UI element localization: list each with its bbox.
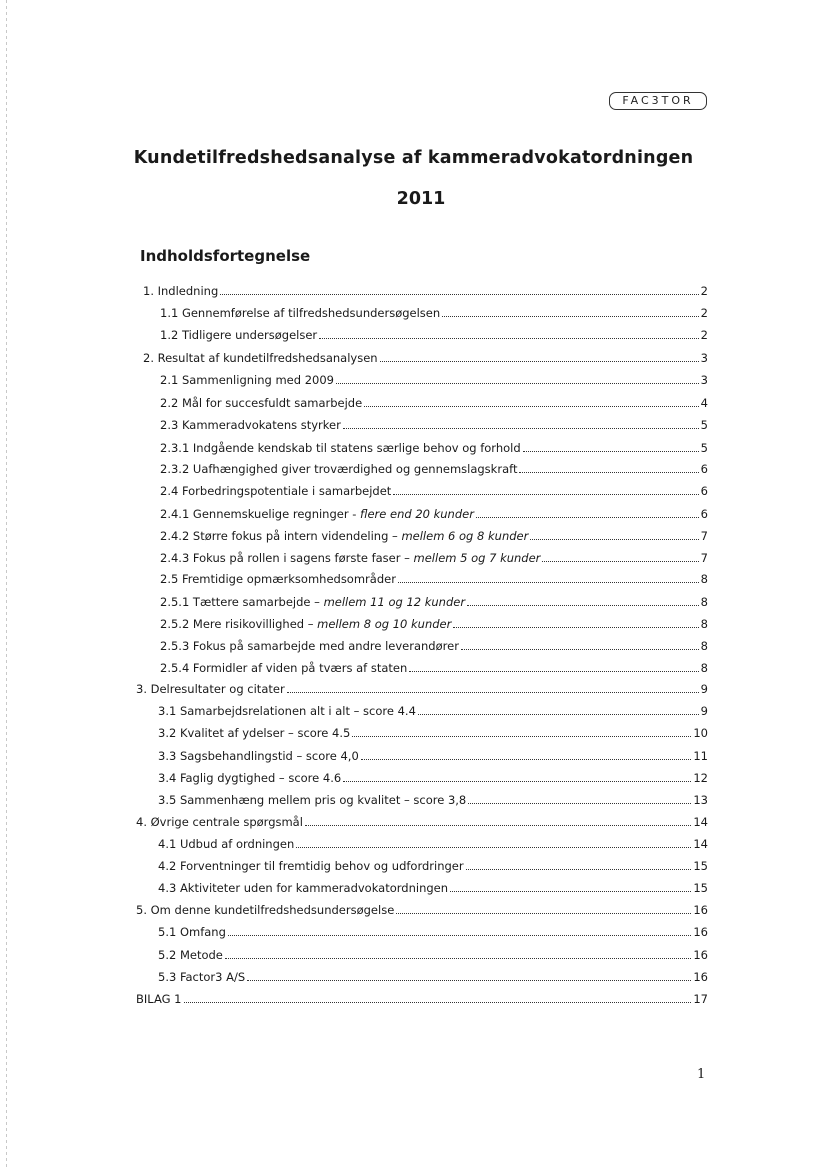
toc-entry-label: 4.3 Aktiviteter uden for kammeradvokatordningen bbox=[158, 881, 449, 895]
toc-entry-label: 2.3 Kammeradvokatens styrker bbox=[160, 418, 341, 432]
toc-leader-dots bbox=[442, 305, 699, 317]
toc-entry-label: 4.1 Udbud af ordningen bbox=[158, 837, 295, 851]
toc-entry-label: 5.1 Omfang bbox=[158, 925, 226, 939]
toc-entry-label: 3.1 Samarbejdsrelationen alt i alt – score 4.4 bbox=[158, 704, 416, 718]
toc-leader-dots bbox=[461, 638, 699, 650]
toc-leader-dots bbox=[398, 571, 699, 583]
factor3-logo: FAC3TOR bbox=[609, 92, 707, 110]
toc-leader-dots bbox=[305, 814, 691, 826]
toc-entry-page: 10 bbox=[693, 726, 708, 740]
toc-leader-dots bbox=[450, 880, 691, 892]
toc-entry-label: 2.4.1 Gennemskuelige regninger - flere end 20 kunder bbox=[160, 507, 474, 521]
toc-entry-page: 12 bbox=[693, 771, 708, 785]
toc-leader-dots bbox=[343, 770, 691, 782]
toc-entry[interactable] bbox=[158, 792, 708, 808]
toc-entry[interactable] bbox=[158, 836, 708, 852]
toc-entry[interactable] bbox=[160, 327, 708, 343]
toc-entry[interactable] bbox=[160, 483, 708, 499]
toc-entry-label: 3.2 Kvalitet af ydelser – score 4.5 bbox=[158, 726, 351, 740]
toc-leader-dots bbox=[296, 836, 691, 848]
toc-entry-label: 5.3 Factor3 A/S bbox=[158, 970, 246, 984]
toc-entry[interactable] bbox=[160, 395, 708, 411]
toc-entry[interactable] bbox=[158, 858, 708, 874]
toc-entry-page: 8 bbox=[700, 639, 708, 653]
toc-entry-label: 2.1 Sammenligning med 2009 bbox=[160, 373, 334, 387]
toc-entry[interactable] bbox=[143, 283, 708, 299]
toc-entry-page: 8 bbox=[700, 661, 708, 675]
toc-entry-page: 4 bbox=[700, 396, 708, 410]
toc-entry-label: 5.2 Metode bbox=[158, 948, 223, 962]
toc-entry-page: 16 bbox=[693, 948, 708, 962]
toc-leader-dots bbox=[247, 969, 691, 981]
toc-entry-page: 8 bbox=[700, 572, 708, 586]
toc-leader-dots bbox=[319, 327, 699, 339]
toc-entry-page: 13 bbox=[693, 793, 708, 807]
toc-leader-dots bbox=[519, 461, 698, 473]
toc-entry[interactable] bbox=[158, 770, 708, 786]
toc-entry-page: 8 bbox=[700, 617, 708, 631]
toc-entry-label: 2.3.2 Uafhængighed giver troværdighed og gennemslagskraft bbox=[160, 462, 518, 476]
toc-leader-dots bbox=[396, 902, 691, 914]
toc-entry-page: 6 bbox=[700, 507, 708, 521]
toc-entry-label: 2.4.2 Større fokus på intern videndeling – mellem 6 og 8 kunder bbox=[160, 529, 529, 543]
toc-entry-page: 9 bbox=[700, 704, 708, 718]
toc-entry-page: 2 bbox=[700, 306, 708, 320]
toc-entry[interactable] bbox=[160, 506, 708, 522]
toc-leader-dots bbox=[466, 858, 692, 870]
toc-entry[interactable] bbox=[136, 814, 708, 830]
toc-entry-page: 15 bbox=[693, 881, 708, 895]
toc-entry-page: 16 bbox=[693, 903, 708, 917]
toc-entry-label: 2.2 Mål for succesfuldt samarbejde bbox=[160, 396, 363, 410]
toc-entry-label: 5. Om denne kundetilfredshedsundersøgelse bbox=[136, 903, 395, 917]
toc-leader-dots bbox=[523, 440, 699, 452]
toc-entry-label: BILAG 1 bbox=[136, 992, 182, 1006]
toc-leader-dots bbox=[476, 506, 699, 518]
toc-entry[interactable] bbox=[158, 748, 708, 764]
toc-leader-dots bbox=[380, 350, 699, 362]
toc-leader-dots bbox=[225, 947, 691, 959]
toc-heading: Indholdsfortegnelse bbox=[140, 247, 311, 265]
page-number: 1 bbox=[697, 1067, 706, 1082]
toc-leader-dots bbox=[336, 372, 699, 384]
toc-entry-label: 3.5 Sammenhæng mellem pris og kvalitet – score 3,8 bbox=[158, 793, 467, 807]
toc-entry-label: 3.3 Sagsbehandlingstid – score 4,0 bbox=[158, 749, 359, 763]
toc-leader-dots bbox=[343, 417, 699, 429]
toc-entry-label: 2.5.2 Mere risikovillighed – mellem 8 og 10 kunder bbox=[160, 617, 452, 631]
toc-entry-label: 2.4 Forbedringspotentiale i samarbejdet bbox=[160, 484, 392, 498]
toc-entry[interactable] bbox=[160, 550, 708, 566]
toc-entry-label: 1.2 Tidligere undersøgelser bbox=[160, 328, 318, 342]
toc-entry[interactable] bbox=[158, 703, 708, 719]
toc-entry-page: 6 bbox=[700, 484, 708, 498]
toc-leader-dots bbox=[393, 483, 698, 495]
toc-leader-dots bbox=[228, 924, 691, 936]
toc-leader-dots bbox=[530, 528, 698, 540]
toc-entry-label: 1.1 Gennemførelse af tilfredshedsundersøgelsen bbox=[160, 306, 441, 320]
toc-leader-dots bbox=[467, 594, 699, 606]
toc-leader-dots bbox=[409, 660, 698, 672]
toc-entry-page: 15 bbox=[693, 859, 708, 873]
toc-entry[interactable] bbox=[160, 305, 708, 321]
toc-entry-page: 8 bbox=[700, 595, 708, 609]
toc-entry-page: 14 bbox=[693, 837, 708, 851]
toc-entry[interactable] bbox=[158, 725, 708, 741]
toc-entry[interactable] bbox=[158, 880, 708, 896]
toc-entry-page: 5 bbox=[700, 441, 708, 455]
toc-leader-dots bbox=[418, 703, 699, 715]
toc-entry-page: 3 bbox=[700, 351, 708, 365]
toc-entry-label: 2.3.1 Indgående kendskab til statens særlige behov og forhold bbox=[160, 441, 521, 455]
toc-entry[interactable] bbox=[160, 594, 708, 610]
toc-entry-page: 2 bbox=[700, 284, 708, 298]
toc-leader-dots bbox=[453, 616, 698, 628]
toc-leader-dots bbox=[184, 991, 692, 1003]
toc-entry-page: 9 bbox=[700, 682, 708, 696]
toc-leader-dots bbox=[352, 725, 691, 737]
toc-entry-page: 11 bbox=[693, 749, 708, 763]
toc-entry-page: 7 bbox=[700, 529, 708, 543]
toc-entry-label: 3. Delresultater og citater bbox=[136, 682, 285, 696]
toc-entry-page: 2 bbox=[700, 328, 708, 342]
document-title: Kundetilfredshedsanalyse af kammeradvokatordningen bbox=[133, 148, 694, 168]
toc-entry-label: 2.5 Fremtidige opmærksomhedsområder bbox=[160, 572, 396, 586]
toc-entry[interactable] bbox=[160, 417, 708, 433]
toc-entry-page: 7 bbox=[700, 551, 708, 565]
toc-entry[interactable] bbox=[160, 440, 708, 456]
toc-entry[interactable] bbox=[143, 350, 708, 366]
toc-entry[interactable] bbox=[160, 461, 708, 477]
toc-leader-dots bbox=[220, 283, 698, 295]
toc-entry-label: 4.2 Forventninger til fremtidig behov og udfordringer bbox=[158, 859, 464, 873]
toc-entry-label: 2.5.1 Tættere samarbejde – mellem 11 og 12 kunder bbox=[160, 595, 466, 609]
toc-entry[interactable] bbox=[160, 571, 708, 587]
toc-entry[interactable] bbox=[160, 638, 708, 654]
toc-entry[interactable] bbox=[136, 902, 708, 918]
toc-entry-page: 6 bbox=[700, 462, 708, 476]
toc-leader-dots bbox=[468, 792, 691, 804]
toc-leader-dots bbox=[542, 550, 698, 562]
toc-entry[interactable] bbox=[158, 947, 708, 963]
toc-entry-label: 2.5.3 Fokus på samarbejde med andre leverandører bbox=[160, 639, 459, 653]
toc-entry-label: 2.5.4 Formidler af viden på tværs af staten bbox=[160, 661, 408, 675]
toc-entry-page: 16 bbox=[693, 970, 708, 984]
toc-entry-label: 2.4.3 Fokus på rollen i sagens første faser – mellem 5 og 7 kunder bbox=[160, 551, 541, 565]
toc-entry[interactable] bbox=[136, 991, 708, 1007]
toc-leader-dots bbox=[287, 681, 699, 693]
toc-entry-page: 16 bbox=[693, 925, 708, 939]
toc-entry-page: 5 bbox=[700, 418, 708, 432]
document-year: 2011 bbox=[396, 189, 446, 209]
toc-leader-dots bbox=[361, 748, 692, 760]
toc-entry-page: 14 bbox=[693, 815, 708, 829]
toc-entry[interactable] bbox=[136, 681, 708, 697]
toc-entry[interactable] bbox=[160, 372, 708, 388]
toc-entry-label: 4. Øvrige centrale spørgsmål bbox=[136, 815, 303, 829]
toc-leader-dots bbox=[364, 395, 698, 407]
toc-entry[interactable] bbox=[160, 660, 708, 676]
toc-entry-page: 3 bbox=[700, 373, 708, 387]
toc-entry-label: 3.4 Faglig dygtighed – score 4.6 bbox=[158, 771, 342, 785]
toc-entry[interactable] bbox=[158, 924, 708, 940]
toc-entry[interactable] bbox=[160, 616, 708, 632]
toc-entry-page: 17 bbox=[693, 992, 708, 1006]
toc-entry[interactable] bbox=[160, 528, 708, 544]
toc-entry-label: 2. Resultat af kundetilfredshedsanalysen bbox=[143, 351, 378, 365]
page-margin-line bbox=[6, 0, 7, 1170]
toc-entry-label: 1. Indledning bbox=[143, 284, 219, 298]
toc-entry[interactable] bbox=[158, 969, 708, 985]
